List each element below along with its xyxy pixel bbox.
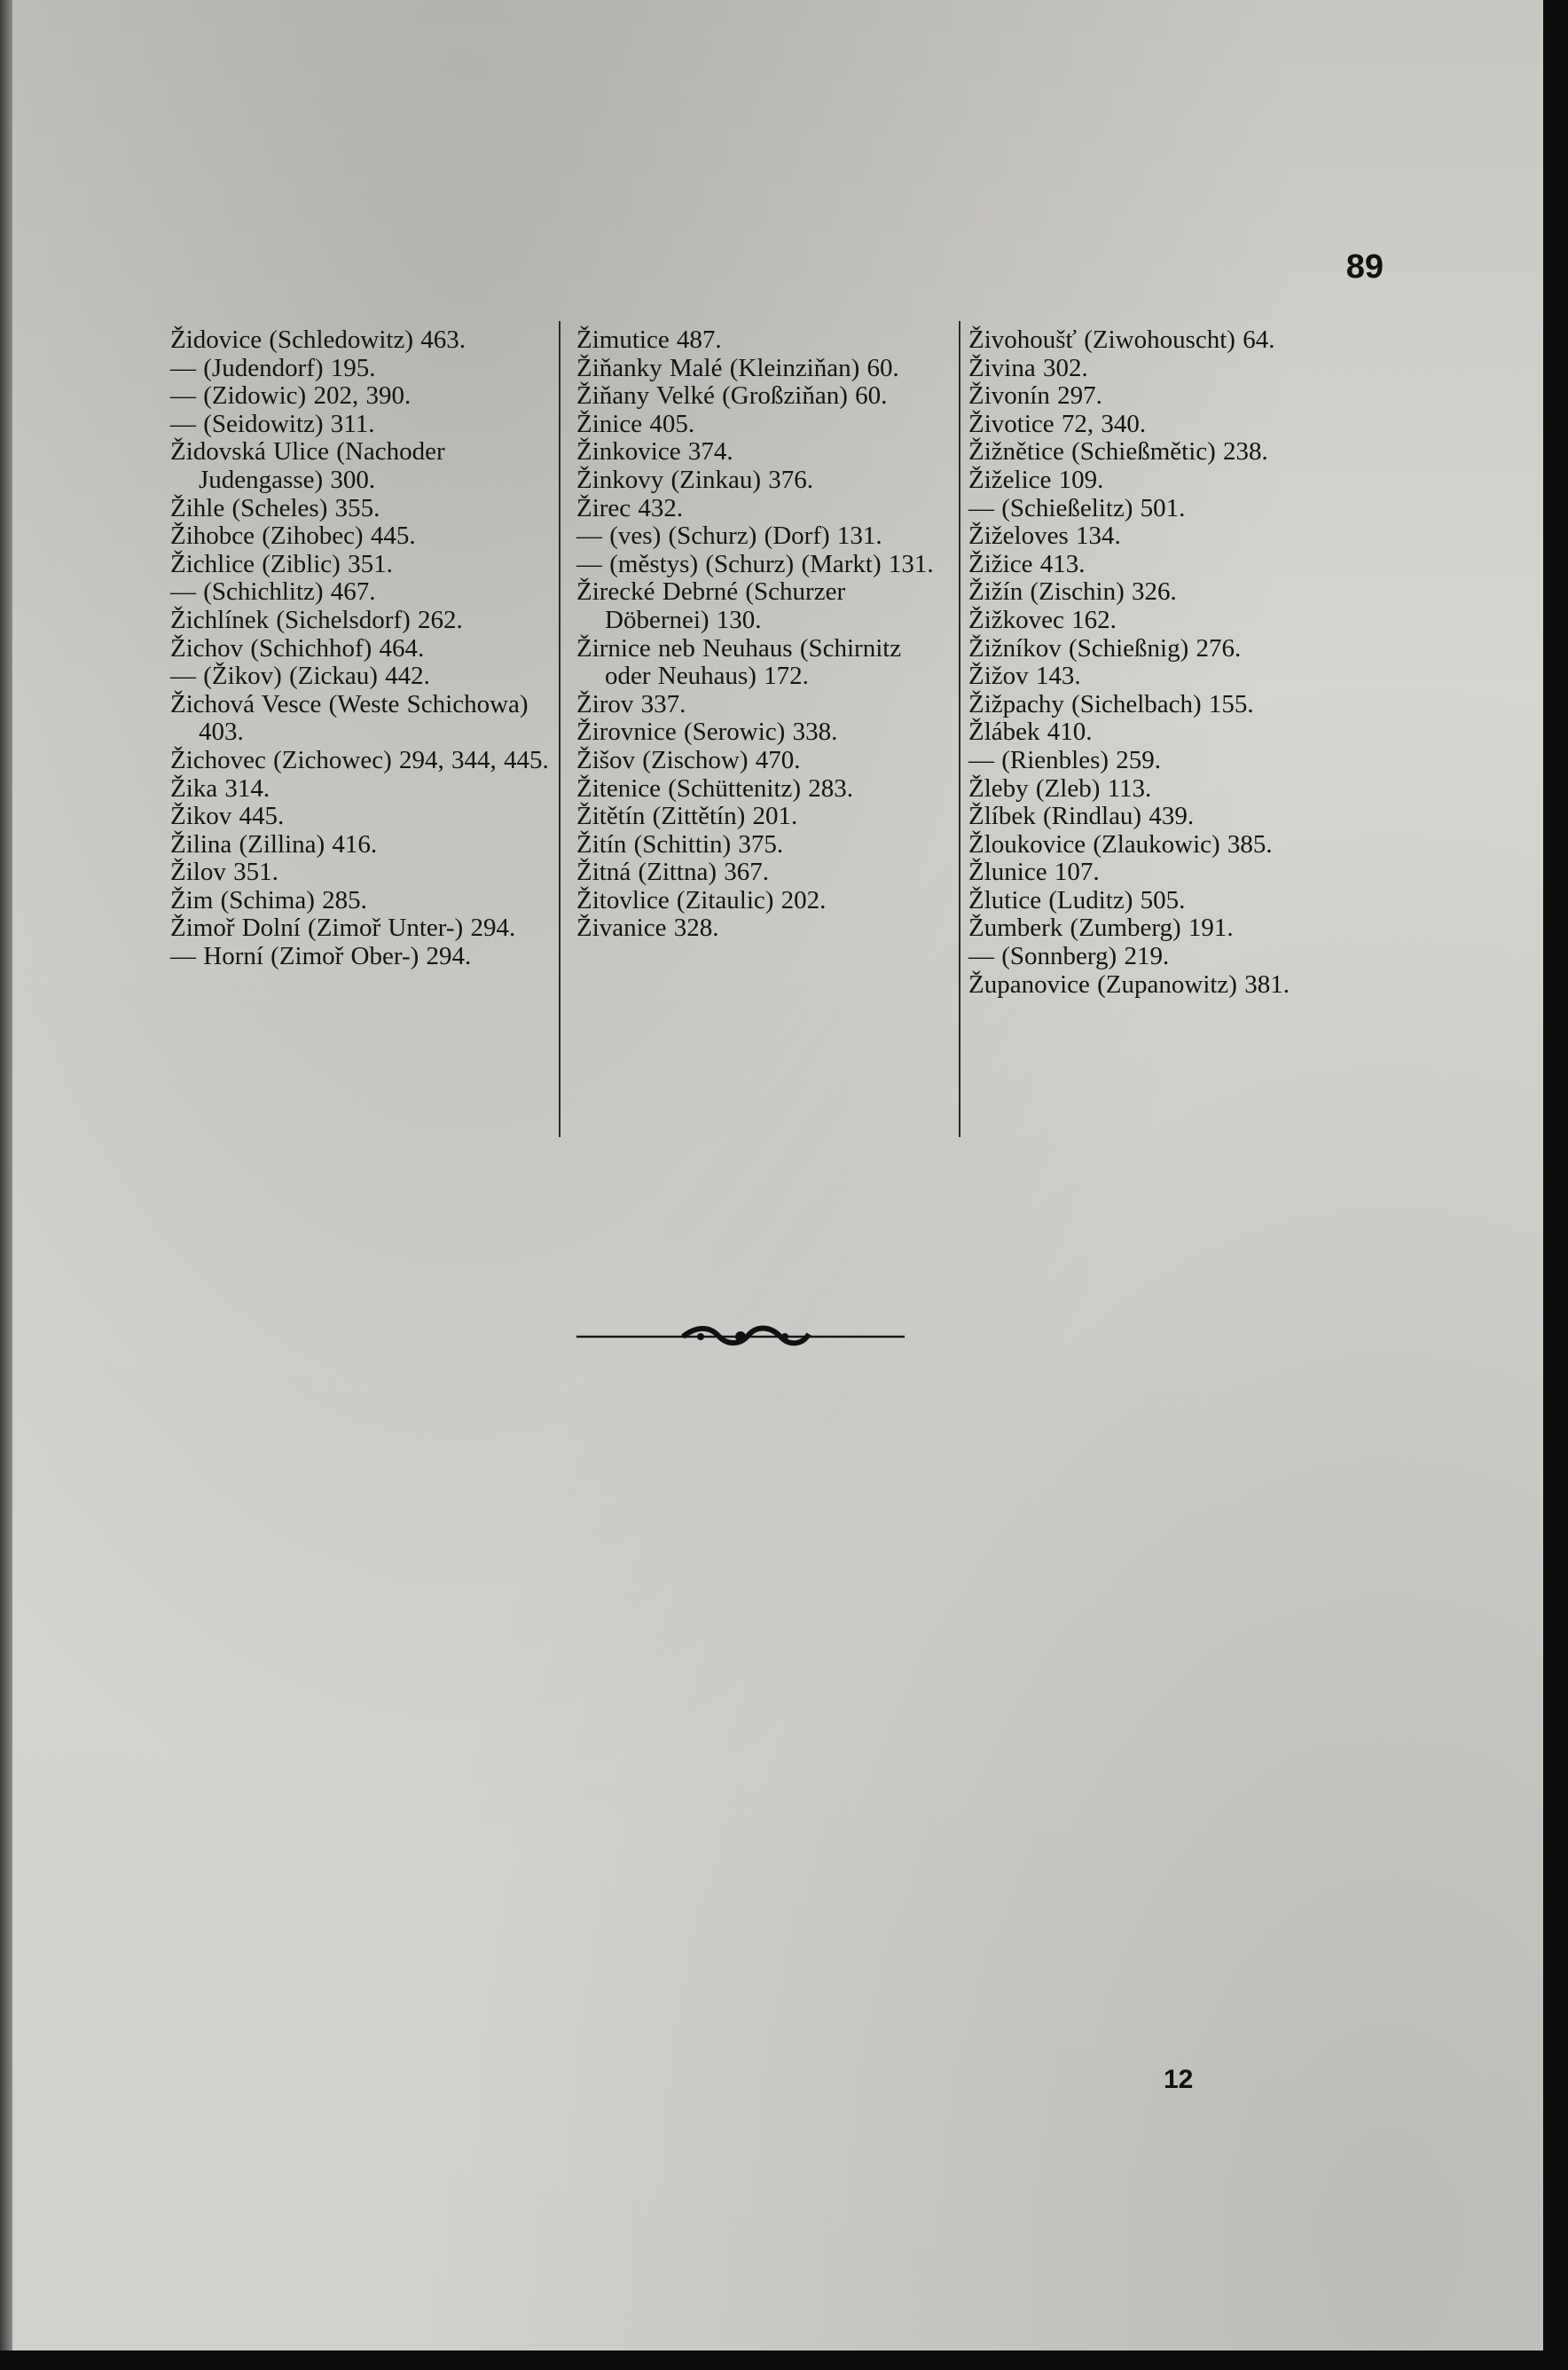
index-entry: Živohoušť (Ziwohouscht) 64. [968, 326, 1275, 354]
index-entry: Žichov (Schichhof) 464. [170, 633, 425, 663]
index-entry: Žitětín (Zittětín) 201. [576, 802, 798, 831]
index-entry: Žlunice 107. [968, 858, 1100, 887]
index-entry: Živina 302. [968, 353, 1088, 382]
index-entry: Žleby (Zleb) 113. [968, 773, 1152, 803]
index-entry: Žitná (Zittna) 367. [576, 858, 770, 887]
index-entry: — (Judendorf) 195. [170, 353, 376, 382]
index-entry: Žižice 413. [968, 549, 1086, 578]
index-entry: — (ves) (Schurz) (Dorf) 131. [576, 522, 882, 551]
index-entry: Živanice 328. [576, 914, 719, 943]
index-entry: Žiňany Velké (Großziňan) 60. [576, 381, 888, 411]
index-entry: Žižkovec 162. [968, 605, 1117, 634]
index-entry: Žichovec (Zichowec) 294, 344, 445. [170, 745, 549, 774]
index-entry: Žiželice 109. [968, 465, 1104, 494]
index-entry: Žitenice (Schüttenitz) 283. [576, 773, 854, 803]
index-entry: Žlábek 410. [968, 718, 1093, 747]
index-entry: Židovice (Schledowitz) 463. [170, 326, 466, 354]
index-entry: — (Seidowitz) 311. [170, 409, 375, 438]
index-entry: — (Schichlitz) 467. [170, 577, 376, 607]
index-column-3 [968, 326, 1352, 999]
index-entry: Žižníkov (Schießnig) 276. [968, 633, 1242, 663]
index-entry: Žirov 337. [576, 689, 686, 718]
index-entry: Žinkovice 374. [576, 437, 733, 467]
index-entry: Žihle (Scheles) 355. [170, 493, 380, 522]
index-entry: Županovice (Zupanowitz) 381. [968, 969, 1290, 999]
index-entry: Žirnice neb Neuhaus (Schirnitz oder Neuhaus) 172. [576, 633, 902, 691]
index-entry: Žim (Schima) 285. [170, 885, 367, 914]
index-column-1 [170, 326, 552, 971]
index-entry: — (Rienbles) 259. [968, 745, 1162, 774]
index-entry: Žirecké Debrné (Schurzer Döbernei) 130. [576, 577, 846, 634]
index-entry: Žloukovice (Zlaukowic) 385. [968, 829, 1273, 859]
index-entry: Žitín (Schittin) 375. [576, 829, 784, 859]
index-entry: Životice 72, 340. [968, 409, 1147, 438]
index-entry: — (městys) (Schurz) (Markt) 131. [576, 549, 934, 578]
index-entry: Žinkovy (Zinkau) 376. [576, 465, 813, 494]
index-entry: Žichlice (Ziblic) 351. [170, 549, 393, 578]
index-entry: — (Žikov) (Zickau) 442. [170, 662, 430, 691]
end-ornament-icon [576, 1323, 905, 1350]
index-entry: Žichová Vesce (Weste Schichowa) 403. [170, 689, 529, 747]
index-entry: Žumberk (Zumberg) 191. [968, 914, 1234, 943]
index-entry: Žika 314. [170, 773, 270, 803]
index-entry: Žilina (Zillina) 416. [170, 829, 378, 859]
index-entry: Židovská Ulice (Nachoder Judengasse) 300. [170, 437, 445, 494]
index-entry: Žilov 351. [170, 858, 278, 887]
index-entry: Živonín 297. [968, 381, 1102, 411]
index-entry: Žižín (Zischin) 326. [968, 577, 1177, 607]
index-entry: Žlutice (Luditz) 505. [968, 885, 1186, 914]
index-entry: — (Sonnberg) 219. [968, 942, 1170, 971]
index-entry: — Horní (Zimoř Ober-) 294. [170, 942, 472, 971]
index-entry: Žichlínek (Sichelsdorf) 262. [170, 605, 463, 634]
index-entry: Žižov 143. [968, 662, 1081, 691]
index-entry: Žiželoves 134. [968, 522, 1121, 551]
column-divider [559, 321, 561, 1137]
column-divider [959, 321, 960, 1137]
index-entry: Žimutice 487. [576, 326, 722, 354]
index-entry: Žikov 445. [170, 802, 285, 831]
index-entry: Žižpachy (Sichelbach) 155. [968, 689, 1254, 718]
index-entry: Žitovlice (Zitaulic) 202. [576, 885, 827, 914]
index-entry: Žimoř Dolní (Zimoř Unter-) 294. [170, 914, 516, 943]
index-entry: Žirovnice (Serowic) 338. [576, 718, 838, 747]
index-entry: Žiňanky Malé (Kleinziňan) 60. [576, 353, 899, 382]
index-entry: — (Schießelitz) 501. [968, 493, 1186, 522]
page-edge-shadow [0, 0, 12, 2350]
index-entry: Žlíbek (Rindlau) 439. [968, 802, 1195, 831]
index-entry: — (Zidowic) 202, 390. [170, 381, 412, 411]
index-entry: Žirec 432. [576, 493, 684, 522]
index-column-2 [576, 326, 951, 943]
index-entry: Žižnětice (Schießmětic) 238. [968, 437, 1268, 467]
index-entry: Žinice 405. [576, 409, 695, 438]
index-entry: Žišov (Zischow) 470. [576, 745, 801, 774]
signature-mark: 12 [1164, 2065, 1194, 2094]
index-entry: Žihobce (Zihobec) 445. [170, 522, 416, 551]
page-number: 89 [1345, 248, 1384, 286]
